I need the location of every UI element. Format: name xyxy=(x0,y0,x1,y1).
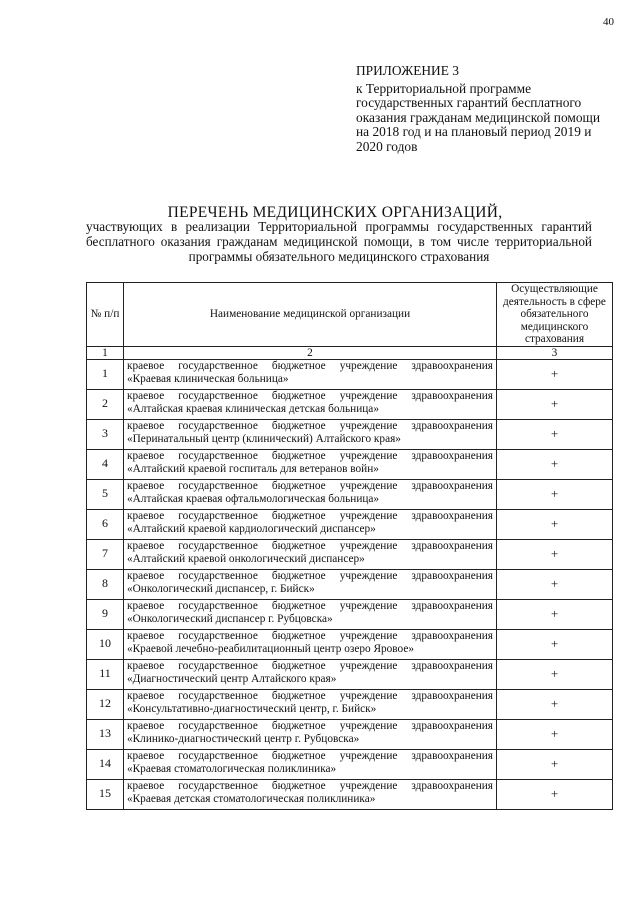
row-number: 10 xyxy=(87,629,124,659)
oms-flag: + xyxy=(497,599,613,629)
oms-flag: + xyxy=(497,659,613,689)
row-number: 14 xyxy=(87,749,124,779)
document-title: ПЕРЕЧЕНЬ МЕДИЦИНСКИХ ОРГАНИЗАЦИЙ, xyxy=(167,204,503,221)
oms-flag: + xyxy=(497,539,613,569)
table-row xyxy=(87,359,613,389)
appendix-title: ПРИЛОЖЕНИЕ 3 xyxy=(356,63,459,78)
row-number: 6 xyxy=(87,509,124,539)
table-row xyxy=(87,449,613,479)
organization-name: краевое государственное бюджетное учреждение здравоохранения «Алтайский краевой кардиологический диспансер» xyxy=(124,509,497,539)
table-row xyxy=(87,749,613,779)
oms-flag: + xyxy=(497,419,613,449)
organization-name: краевое государственное бюджетное учреждение здравоохранения «Краевая клиническая больница» xyxy=(124,359,497,389)
row-number: 4 xyxy=(87,449,124,479)
organization-name: краевое государственное бюджетное учреждение здравоохранения «Краевая стоматологическая поликлиника» xyxy=(124,749,497,779)
row-number: 7 xyxy=(87,539,124,569)
header-oms-flag: Осуществляющие деятельность в сфере обязательного медицинского страхования xyxy=(497,283,613,347)
organization-name: краевое государственное бюджетное учреждение здравоохранения «Перинатальный центр (клинический) Алтайского края» xyxy=(124,419,497,449)
table-row xyxy=(87,539,613,569)
oms-flag: + xyxy=(497,689,613,719)
oms-flag: + xyxy=(497,449,613,479)
row-number: 12 xyxy=(87,689,124,719)
table-row xyxy=(87,569,613,599)
header-num: № п/п xyxy=(87,283,124,347)
organizations-table xyxy=(86,282,613,810)
table-row xyxy=(87,779,613,809)
oms-flag: + xyxy=(497,779,613,809)
row-number: 5 xyxy=(87,479,124,509)
oms-flag: + xyxy=(497,509,613,539)
oms-flag: + xyxy=(497,479,613,509)
table-row xyxy=(87,389,613,419)
table-row xyxy=(87,479,613,509)
column-numbers-row xyxy=(87,346,613,359)
table-row xyxy=(87,599,613,629)
table-row xyxy=(87,419,613,449)
table-row xyxy=(87,659,613,689)
table-header-row xyxy=(87,283,613,347)
table-row xyxy=(87,689,613,719)
table-row xyxy=(87,509,613,539)
organization-name: краевое государственное бюджетное учреждение здравоохранения «Краевая детская стоматологическая поликлиника» xyxy=(124,779,497,809)
column-number: 1 xyxy=(87,346,124,359)
organization-name: краевое государственное бюджетное учреждение здравоохранения «Клинико-диагностический центр г. Рубцовска» xyxy=(124,719,497,749)
oms-flag: + xyxy=(497,629,613,659)
row-number: 3 xyxy=(87,419,124,449)
row-number: 11 xyxy=(87,659,124,689)
row-number: 9 xyxy=(87,599,124,629)
row-number: 1 xyxy=(87,359,124,389)
page-number: 40 xyxy=(603,16,614,28)
organization-name: краевое государственное бюджетное учреждение здравоохранения «Онкологический диспансер, г. Бийск» xyxy=(124,569,497,599)
oms-flag: + xyxy=(497,719,613,749)
document-subtitle: участвующих в реализации Территориальной программы государственных гарантий бесплатного оказания гражданам медицинской помощи, в том числе территориальной программы обязательного медицинского страхования xyxy=(86,219,592,264)
table-row xyxy=(87,719,613,749)
row-number: 13 xyxy=(87,719,124,749)
row-number: 8 xyxy=(87,569,124,599)
appendix-text: к Территориальной программе государственных гарантий бесплатного оказания гражданам медицинской помощи на 2018 год и на плановый период 2019 и 2020 годов xyxy=(356,80,601,154)
oms-flag: + xyxy=(497,359,613,389)
appendix-block xyxy=(356,64,606,155)
organization-name: краевое государственное бюджетное учреждение здравоохранения «Алтайский краевой онкологический диспансер» xyxy=(124,539,497,569)
organization-name: краевое государственное бюджетное учреждение здравоохранения «Диагностический центр Алтайского края» xyxy=(124,659,497,689)
organization-name: краевое государственное бюджетное учреждение здравоохранения «Алтайская краевая клиническая детская больница» xyxy=(124,389,497,419)
header-name: Наименование медицинской организации xyxy=(124,283,497,347)
table-row xyxy=(87,629,613,659)
oms-flag: + xyxy=(497,749,613,779)
organization-name: краевое государственное бюджетное учреждение здравоохранения «Консультативно-диагностический центр, г. Бийск» xyxy=(124,689,497,719)
row-number: 15 xyxy=(87,779,124,809)
organization-name: краевое государственное бюджетное учреждение здравоохранения «Онкологический диспансер г. Рубцовска» xyxy=(124,599,497,629)
oms-flag: + xyxy=(497,389,613,419)
column-number: 2 xyxy=(124,346,497,359)
organization-name: краевое государственное бюджетное учреждение здравоохранения «Алтайская краевая офтальмологическая больница» xyxy=(124,479,497,509)
oms-flag: + xyxy=(497,569,613,599)
row-number: 2 xyxy=(87,389,124,419)
organization-name: краевое государственное бюджетное учреждение здравоохранения «Краевой лечебно-реабилитационный центр озеро Яровое» xyxy=(124,629,497,659)
column-number: 3 xyxy=(497,346,613,359)
organization-name: краевое государственное бюджетное учреждение здравоохранения «Алтайский краевой госпиталь для ветеранов войн» xyxy=(124,449,497,479)
